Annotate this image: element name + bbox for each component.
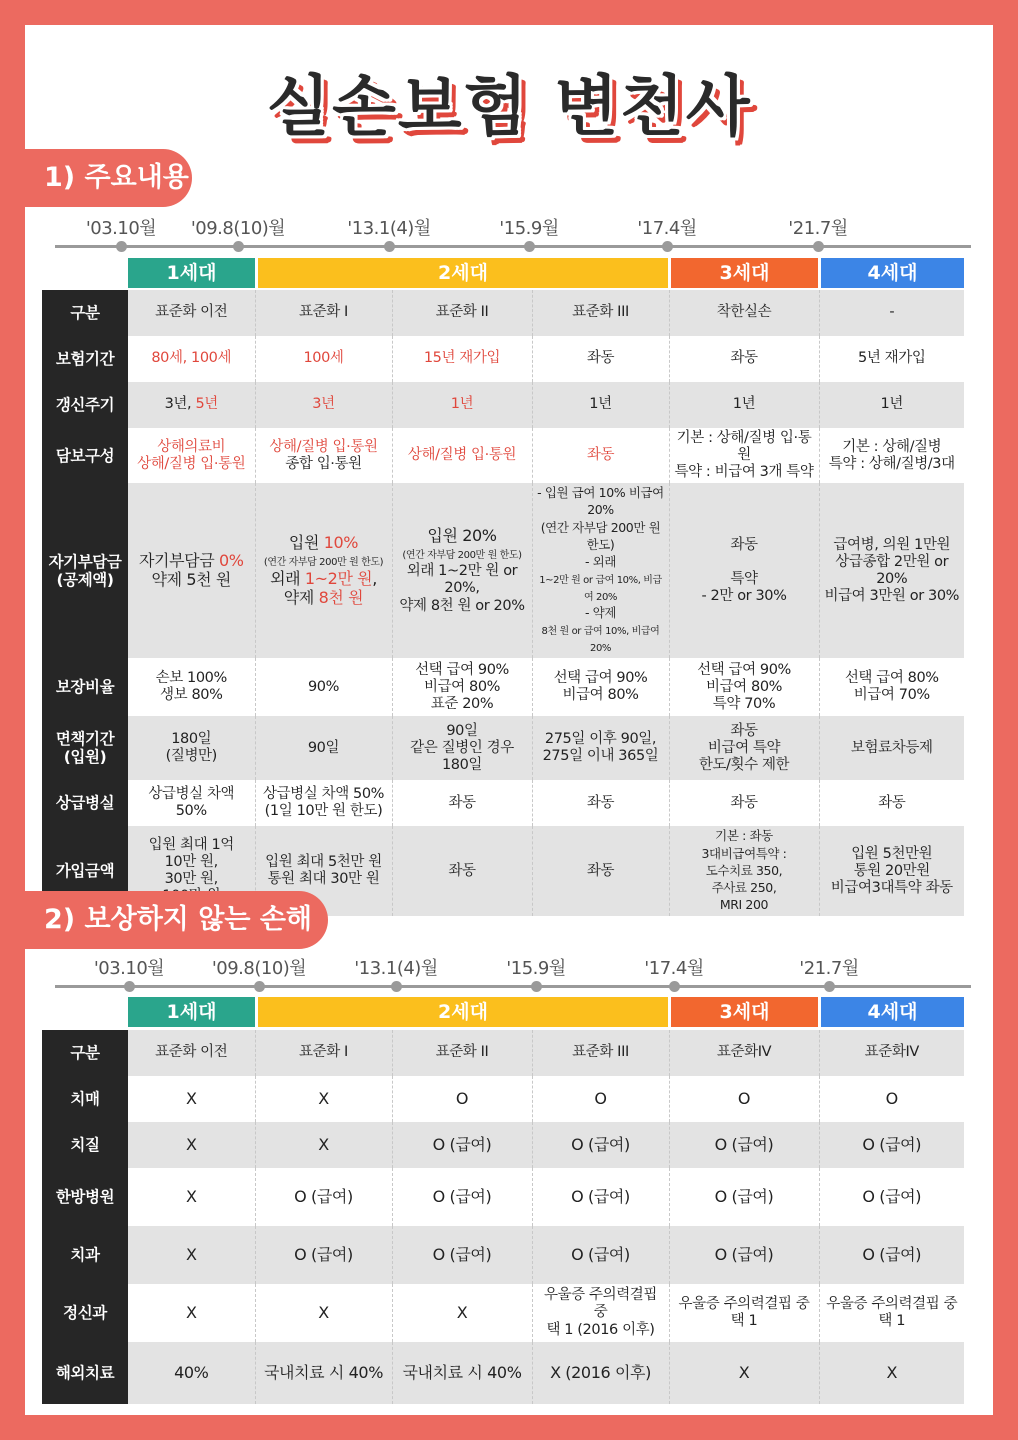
cell-text: 상해의료비 상해/질병 입·통원: [137, 438, 246, 472]
cell-text: 좌동: [586, 862, 615, 879]
column-header: 표준화 II: [392, 290, 532, 336]
column-header: 표준화 I: [255, 1030, 392, 1076]
timeline-dot: [813, 241, 824, 252]
cell-text: 1년: [589, 396, 612, 413]
timeline-dot: [233, 241, 244, 252]
header-row: [42, 1030, 964, 1076]
cell-text: 1~2만 원 or 급여 10%, 비급여 20%: [539, 574, 662, 603]
table-row: [42, 1226, 964, 1284]
cell-text: 외래: [270, 568, 305, 588]
cell-text: 선택 급여 80% 비급여 70%: [844, 670, 939, 704]
cell-text: 1년: [880, 396, 903, 413]
table-cell: [819, 483, 964, 658]
generation-label-3: 3세대: [671, 997, 818, 1027]
table-cell: O (급여): [669, 1168, 819, 1226]
row-header-label: 한방병원: [42, 1168, 128, 1226]
cell-text: - 약제: [584, 605, 617, 621]
table-cell: [392, 336, 532, 382]
table-cell: O: [392, 1076, 532, 1122]
cell-text: (연간 자부담 200만 원 한도): [263, 556, 384, 568]
timeline: [55, 950, 971, 990]
table-cell: [532, 428, 669, 483]
table-cell: [128, 658, 255, 716]
column-header: 착한실손: [669, 290, 819, 336]
table-cell: [669, 658, 819, 716]
header-row: [42, 290, 964, 336]
cell-text: 상급병실 차액 50%: [148, 786, 235, 820]
timeline-label: '21.7월: [788, 218, 848, 239]
table-cell: [128, 428, 255, 483]
row-header-label: 자기부담금 (공제액): [42, 483, 128, 658]
cell-text: , 약제: [283, 568, 377, 607]
timeline-label: '09.8(10)월: [211, 958, 307, 979]
cell-text: 3년,: [164, 396, 196, 413]
row-header-label: 치과: [42, 1226, 128, 1284]
table-cell: 우울증 주의력결핍 중 택 1 (2016 이후): [532, 1284, 669, 1342]
table-cell: [819, 826, 964, 916]
table-cell: [669, 483, 819, 658]
cell-text: 0%: [218, 550, 244, 570]
table-cell: [255, 716, 392, 780]
column-header: 표준화IV: [819, 1030, 964, 1076]
cell-text: 좌동 비급여 특약 한도/횟수 제한: [698, 722, 790, 773]
cell-text: 급여병, 의원 1만원 상급종합 2만원 or 20% 비급여 3만원 or 30%: [824, 536, 960, 604]
table-cell: 국내치료 시 40%: [255, 1342, 392, 1404]
generation-label-3: 3세대: [671, 258, 818, 288]
timeline-dot: [384, 241, 395, 252]
timeline-label: '21.7월: [799, 958, 859, 979]
cell-text: 좌동: [878, 794, 906, 811]
table-row: [42, 336, 964, 382]
column-header: 표준화 이전: [128, 1030, 255, 1076]
cell-text: 약제 5천 원: [151, 569, 231, 589]
table-row: [42, 716, 964, 780]
column-header: -: [819, 290, 964, 336]
exclusions-table: [42, 1030, 964, 1404]
timeline-label: '03.10월: [85, 218, 157, 239]
timeline-label: '17.4월: [637, 218, 697, 239]
cell-text: 자기부담금: [138, 550, 219, 570]
table-cell: [392, 780, 532, 826]
table-cell: O (급여): [819, 1226, 964, 1284]
timeline-dot: [824, 981, 835, 992]
row-header-label: 해외치료: [42, 1342, 128, 1404]
table-cell: [532, 483, 669, 658]
column-header: 표준화 III: [532, 290, 669, 336]
table-cell: [819, 382, 964, 428]
generation-label-1: 1세대: [128, 997, 255, 1027]
table-cell: [255, 780, 392, 826]
table-cell: [392, 716, 532, 780]
cell-text: 5년: [195, 396, 218, 413]
cell-text: 입원 20%: [427, 526, 497, 546]
row-header-label: 정신과: [42, 1284, 128, 1342]
table-cell: [392, 428, 532, 483]
table-cell: O (급여): [669, 1226, 819, 1284]
timeline-line: [55, 245, 971, 248]
column-header: 표준화 이전: [128, 290, 255, 336]
generation-label-1: 1세대: [128, 258, 255, 288]
table-cell: [669, 716, 819, 780]
cell-text: - 입원 급여 10% 비급여 20% (연간 자부담 200만 원 한도) - 외래: [537, 485, 664, 569]
generation-bar: [42, 997, 964, 1027]
table-cell: [128, 336, 255, 382]
table-cell: O (급여): [255, 1168, 392, 1226]
table-cell: [669, 826, 819, 916]
table-cell: [819, 336, 964, 382]
timeline-dot: [391, 981, 402, 992]
table-cell: O (급여): [392, 1226, 532, 1284]
cell-text: 입원 최대 5천만 원 통원 최대 30만 원: [265, 854, 382, 888]
generation-label-4: 4세대: [821, 258, 964, 288]
table-cell: [392, 658, 532, 716]
column-header: 표준화IV: [669, 1030, 819, 1076]
cell-text: 8천 원: [318, 587, 364, 607]
cell-text: 100세: [303, 350, 344, 367]
cell-text: 선택 급여 90% 비급여 80%: [553, 670, 648, 704]
row-header-label: 갱신주기: [42, 382, 128, 428]
column-header: 표준화 II: [392, 1030, 532, 1076]
table-cell: X: [128, 1122, 255, 1168]
cell-text: 보험료차등제: [850, 739, 933, 756]
timeline-dot: [669, 981, 680, 992]
table-cell: X: [819, 1342, 964, 1404]
row-header-label: 가입금액: [42, 826, 128, 916]
section1-heading: 1) 주요내용: [0, 149, 192, 207]
cell-text: 종합 입·통원: [285, 455, 362, 472]
table-cell: [669, 780, 819, 826]
table-cell: [128, 780, 255, 826]
cell-text: 1년: [450, 396, 474, 413]
cell-text: 상급병실 차액 50% (1일 10만 원 한도): [262, 786, 385, 820]
timeline-label: '03.10월: [93, 958, 165, 979]
row-header-label: 보장비율: [42, 658, 128, 716]
timeline-label: '15.9월: [499, 218, 559, 239]
table-cell: O (급여): [819, 1122, 964, 1168]
cell-text: 손보 100% 생보 80%: [155, 670, 227, 704]
table-cell: O (급여): [532, 1168, 669, 1226]
table-row: [42, 382, 964, 428]
cell-text: 좌동: [730, 794, 758, 811]
table-cell: O (급여): [532, 1122, 669, 1168]
timeline-label: '13.1(4)월: [347, 218, 431, 239]
table-cell: X: [128, 1168, 255, 1226]
table-cell: X: [255, 1122, 392, 1168]
table-cell: [128, 382, 255, 428]
table-cell: [819, 428, 964, 483]
table-cell: [819, 658, 964, 716]
table-row: [42, 428, 964, 483]
cell-text: 기본 : 좌동 3대비급여특약 : 도수치료 350, 주사료 250, MRI 200: [701, 828, 787, 912]
cell-text: 입원 최대 1억 10만 원, 30만 원,: [148, 836, 234, 888]
table-cell: 우울증 주의력결핍 중 택 1: [819, 1284, 964, 1342]
row-header-label: 치매: [42, 1076, 128, 1122]
generation-label-2: 2세대: [258, 997, 668, 1027]
table-cell: [255, 483, 392, 658]
table-cell: O (급여): [392, 1168, 532, 1226]
table-row: [42, 1168, 964, 1226]
cell-text: 선택 급여 90% 비급여 80% 표준 20%: [415, 661, 509, 712]
timeline-dot: [116, 241, 127, 252]
table-cell: X: [392, 1284, 532, 1342]
table-cell: [532, 716, 669, 780]
table-cell: [392, 826, 532, 916]
table-cell: [128, 483, 255, 658]
table-cell: [255, 382, 392, 428]
cell-text: 기본 : 상해/질병 특약 : 상해/질병/3대: [828, 438, 955, 472]
table-cell: [392, 483, 532, 658]
row-header-label: 구분: [42, 290, 128, 336]
timeline-label: '15.9월: [506, 958, 566, 979]
cell-text: 275일 이후 90일, 275일 이내 365일: [542, 731, 659, 765]
row-header-label: 치질: [42, 1122, 128, 1168]
generation-bar: [42, 258, 964, 288]
timeline-dot: [524, 241, 535, 252]
cell-text: 좌동: [448, 794, 476, 811]
table-cell: 국내치료 시 40%: [392, 1342, 532, 1404]
cell-text: 상해/질병 입·통원: [407, 447, 517, 464]
cell-text: 상해/질병 입·통원: [269, 438, 378, 455]
timeline-dot: [124, 981, 135, 992]
cell-text: 입원 5천만원 통원 20만원 비급여3대특약 좌동: [830, 845, 953, 896]
table-cell: X: [255, 1284, 392, 1342]
cell-text: 좌동: [448, 862, 476, 879]
timeline-label: '17.4월: [644, 958, 704, 979]
cell-text: 8천 원 or 급여 10%, 비급여 20%: [541, 626, 660, 655]
section2-heading: 2) 보상하지 않는 손해: [0, 891, 328, 949]
table-cell: O: [532, 1076, 669, 1122]
cell-text: 좌동: [586, 350, 615, 367]
cell-text: 90%: [307, 678, 340, 695]
timeline-dot: [254, 981, 265, 992]
table-cell: O (급여): [532, 1226, 669, 1284]
table-cell: X: [128, 1284, 255, 1342]
table-cell: X: [255, 1076, 392, 1122]
table-cell: [532, 658, 669, 716]
table-cell: X: [128, 1226, 255, 1284]
table-cell: [128, 716, 255, 780]
table-cell: O: [819, 1076, 964, 1122]
cell-text: 90일 같은 질병인 경우 180일: [410, 722, 514, 773]
cell-text: 좌동: [586, 447, 615, 464]
cell-text: 15년 재가입: [423, 350, 501, 367]
table-cell: 우울증 주의력결핍 중 택 1: [669, 1284, 819, 1342]
timeline-label: '09.8(10)월: [190, 218, 286, 239]
table-cell: O (급여): [669, 1122, 819, 1168]
cell-text: 1년: [732, 396, 756, 413]
table-cell: [669, 382, 819, 428]
table-row: [42, 1076, 964, 1122]
table-row: [42, 1122, 964, 1168]
table-cell: [669, 336, 819, 382]
timeline-label: '13.1(4)월: [354, 958, 438, 979]
cell-text: 입원: [288, 532, 324, 552]
timeline-dot: [531, 981, 542, 992]
table-cell: X: [128, 1076, 255, 1122]
column-header: 표준화 I: [255, 290, 392, 336]
table-cell: [532, 382, 669, 428]
table-cell: [532, 826, 669, 916]
cell-text: 좌동 특약 - 2만 or 30%: [701, 536, 787, 604]
cell-text: (연간 자부담 200만 원 한도): [402, 550, 522, 562]
table-cell: X: [669, 1342, 819, 1404]
table-cell: O (급여): [255, 1226, 392, 1284]
main-content-table: [42, 290, 964, 916]
table-cell: 40%: [128, 1342, 255, 1404]
timeline: [55, 210, 971, 250]
cell-text: 기본 : 상해/질병 입·통원 특약 : 비급여 3개 특약: [674, 430, 814, 481]
cell-text: 10%: [323, 532, 359, 552]
table-row: [42, 483, 964, 658]
cell-text: 5년 재가입: [858, 350, 926, 367]
generation-label-4: 4세대: [821, 997, 964, 1027]
cell-text: 좌동: [730, 350, 758, 367]
table-cell: [392, 382, 532, 428]
row-header-label: 보험기간: [42, 336, 128, 382]
table-row: [42, 658, 964, 716]
table-cell: [255, 658, 392, 716]
table-cell: [669, 428, 819, 483]
row-header-label: 구분: [42, 1030, 128, 1076]
cell-text: 180일 (질병만): [165, 731, 217, 765]
table-cell: [819, 780, 964, 826]
infographic-sheet: [25, 25, 993, 1415]
cell-text: 1~2만 원: [304, 568, 373, 588]
cell-text: 좌동: [586, 794, 615, 811]
table-cell: [819, 716, 964, 780]
table-row: [42, 1342, 964, 1404]
row-header-label: 담보구성: [42, 428, 128, 483]
cell-text: 3년: [312, 396, 335, 413]
cell-text: 선택 급여 90% 비급여 80% 특약 70%: [697, 661, 791, 712]
table-cell: [532, 780, 669, 826]
table-cell: O: [669, 1076, 819, 1122]
table-cell: O (급여): [819, 1168, 964, 1226]
table-cell: [255, 336, 392, 382]
table-row: [42, 1284, 964, 1342]
generation-label-2: 2세대: [258, 258, 668, 288]
timeline-dot: [662, 241, 673, 252]
table-cell: X (2016 이후): [532, 1342, 669, 1404]
table-row: [42, 780, 964, 826]
table-cell: O (급여): [392, 1122, 532, 1168]
row-header-label: 상급병실: [42, 780, 128, 826]
table-cell: [532, 336, 669, 382]
row-header-label: 면책기간 (입원): [42, 716, 128, 780]
cell-text: 90일: [307, 739, 340, 756]
cell-text: 외래 1~2만 원 or 20%, 약제 8천 원 or 20%: [399, 563, 525, 614]
column-header: 표준화 III: [532, 1030, 669, 1076]
page-title: 실손보험 변천사: [266, 68, 752, 145]
table-cell: [255, 428, 392, 483]
cell-text: 80세, 100세: [151, 350, 232, 367]
